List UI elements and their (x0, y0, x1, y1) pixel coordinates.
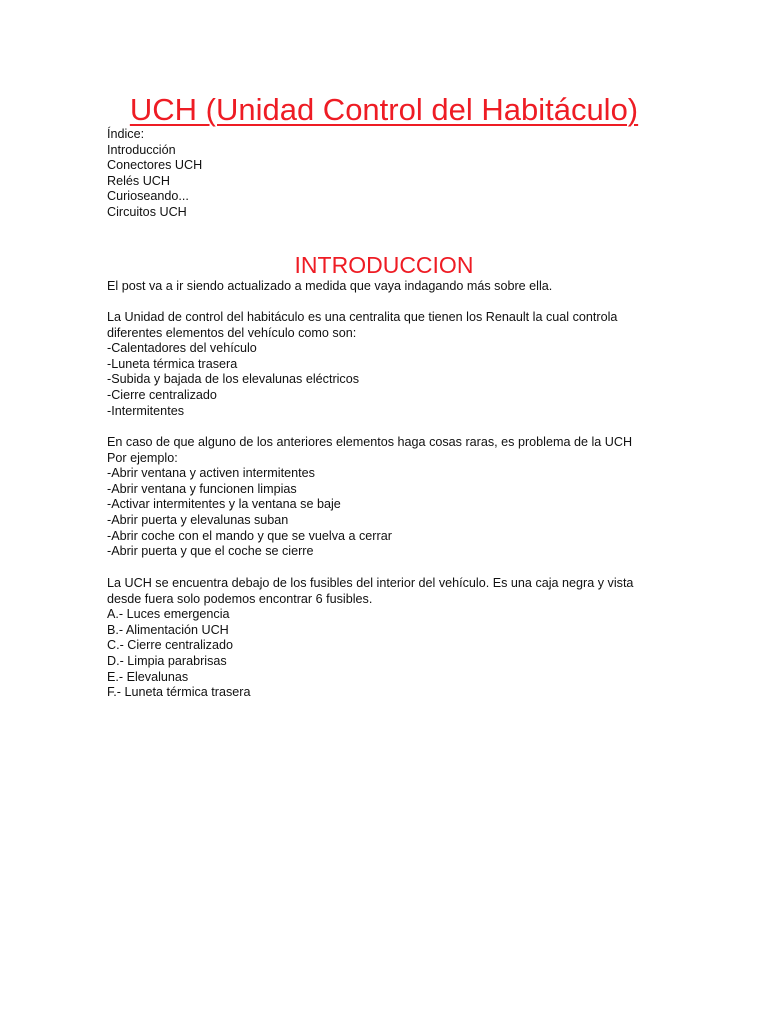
list-item: -Abrir coche con el mando y que se vuelva a cerrar (107, 528, 392, 543)
list-item: -Intermitentes (107, 403, 184, 418)
document-title: UCH (Unidad Control del Habitáculo) (129, 92, 639, 127)
list-item: -Abrir ventana y funcionen limpias (107, 481, 297, 496)
list-item: -Abrir puerta y que el coche se cierre (107, 544, 314, 559)
section-title-introduccion: INTRODUCCION (294, 252, 474, 278)
toc-item: Relés UCH (107, 173, 170, 188)
intro-paragraph (107, 279, 667, 295)
list-item: B.- Alimentación UCH (107, 622, 229, 637)
list-item: E.- Elevalunas (107, 669, 189, 684)
list-item: -Cierre centralizado (107, 387, 217, 402)
fuses-paragraph (107, 576, 667, 701)
paragraph-line: desde fuera solo podemos encontrar 6 fusibles. (107, 591, 373, 606)
paragraph-line: La Unidad de control del habitáculo es una centralita que tienen los Renault la cual controla (107, 310, 618, 324)
list-item: -Calentadores del vehículo (107, 341, 257, 356)
paragraph-line: En caso de que alguno de los anteriores elementos haga cosas raras, es problema de la UCH (107, 435, 633, 449)
paragraph-line: La UCH se encuentra debajo de los fusibles del interior del vehículo. Es una caja negra y vista (107, 576, 634, 590)
toc-item: Curioseando... (107, 189, 189, 204)
toc-heading: Índice: (107, 127, 145, 141)
list-item: -Activar intermitentes y la ventana se baje (107, 497, 341, 512)
paragraph-line: Por ejemplo: (107, 450, 178, 465)
list-item: D.- Limpia parabrisas (107, 653, 227, 668)
list-item: -Abrir puerta y elevalunas suban (107, 512, 289, 527)
list-item: -Luneta térmica trasera (107, 356, 238, 371)
toc-item: Introducción (107, 142, 176, 157)
symptoms-paragraph (107, 435, 667, 560)
table-of-contents (107, 127, 667, 221)
list-item: -Subida y bajada de los elevalunas eléctricos (107, 372, 360, 387)
list-item: A.- Luces emergencia (107, 607, 230, 622)
paragraph-line: diferentes elementos del vehículo como son: (107, 325, 357, 340)
list-item: -Abrir ventana y activen intermitentes (107, 466, 315, 481)
uch-description-paragraph (107, 310, 667, 419)
list-item: C.- Cierre centralizado (107, 638, 233, 653)
toc-item: Conectores UCH (107, 158, 203, 173)
toc-item: Circuitos UCH (107, 204, 187, 219)
paragraph-text: El post va a ir siendo actualizado a medida que vaya indagando más sobre ella. (107, 279, 553, 293)
list-item: F.- Luneta térmica trasera (107, 685, 251, 700)
